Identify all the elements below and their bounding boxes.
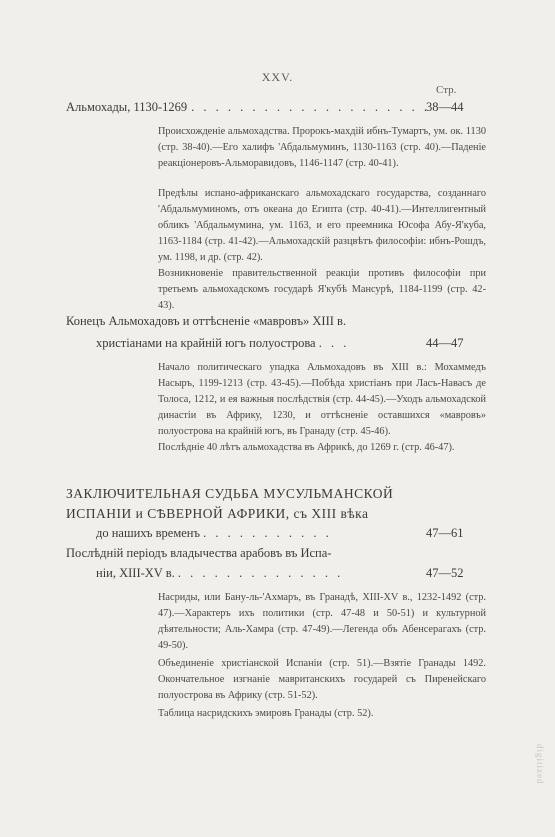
leader-dots: . . . . . . . . . . . . . . . . . . . .	[191, 100, 431, 114]
toc-entry-end-almohads-line2	[96, 336, 349, 351]
toc-summary-paragraph: Происхожденіе альмохадства. Пророкъ-махдій ибнъ-Тумартъ, ум. ок. 1130 (стр. 38-40).—Его халифъ 'Абдальмуминъ, 1130-1163 (стр. 40).—Паденіе реакціонеровъ-Альморавидовъ, 1146-1147 (стр. 40-41).	[158, 126, 486, 169]
section-heading-line3	[96, 526, 332, 541]
toc-entry-title-continued: ніи, XIII-XV в.	[96, 566, 175, 580]
section-heading-title-continued: до нашихъ временъ	[96, 526, 200, 540]
toc-entry-title-continued: христіанами на крайній югъ полуострова	[96, 336, 316, 350]
toc-summary-paragraph: Послѣдніе 40 лѣтъ альмохадства въ Африкѣ, до 1269 г. (стр. 46-47).	[158, 442, 455, 453]
toc-entry-pages: 38—44	[426, 100, 464, 114]
toc-entry-almohads	[66, 100, 486, 115]
toc-entry-title: Альмохады, 1130-1269	[66, 100, 188, 114]
digitization-stamp: digitized	[535, 744, 545, 785]
section-heading-line2: ИСПАНІИ и СѢВЕРНОЙ АФРИКИ, съ XIII вѣка	[66, 506, 369, 521]
toc-entry-pages: 44—47	[426, 336, 464, 350]
toc-summary-paragraph: Начало политическаго упадка Альмохадовъ въ XIII в.: Мохаммедъ Насыръ, 1199-1213 (стр. 43-45).—Побѣда христіанъ при Ласъ-Навасъ де Толоса, 1212, и ея важныя послѣдствія (стр. 44-45).—Уходъ альмохадской династіи въ Африку, 1230, и оттѣсненіе оставшихся «мавровъ» полуострова на крайній югъ, въ Гранаду (стр. 45-46).	[158, 362, 486, 437]
toc-entry-pages: 47—61	[426, 526, 464, 540]
leader-dots: . . . . . . . . . . .	[203, 526, 332, 540]
toc-summary-paragraph: Таблица насридскихъ эмировъ Гранады (стр. 52).	[158, 708, 374, 719]
page-number: XXV.	[261, 70, 294, 84]
section-heading-line1: ЗАКЛЮЧИТЕЛЬНАЯ СУДЬБА МУСУЛЬМАНСКОЙ	[66, 486, 394, 501]
toc-summary-paragraph: Предѣлы испано-африканскаго альмохадскаго государства, созданнаго 'Абдальмуминомъ, отъ океана до Египта (стр. 40-41).—Интеллигентный обликъ 'Абдальмумина, ум. 1163, и его преемника Юсофа Абу-Я'куба, 1163-1184 (стр. 41-42).—Альмохадскій разцвѣтъ философіи: ибнъ-Рошдъ, ум. 1198, и др. (стр. 42).	[158, 188, 486, 263]
pages-column-label: Стр.	[436, 84, 457, 96]
toc-summary-paragraph: Возникновеніе правительственной реакціи противъ философіи при третьемъ альмохадскомъ государѣ Я'кубѣ Мансурѣ, 1184-1199 (стр. 42-43).	[158, 268, 486, 311]
toc-entry-end-almohads-line1	[66, 314, 486, 329]
leader-dots: . . . . . . . . . . . . . .	[177, 566, 344, 580]
toc-entry-pages: 47—52	[426, 566, 464, 580]
toc-entry-last-period-line2	[96, 566, 343, 581]
toc-entry-title: Послѣдній періодъ владычества арабовъ въ Испа-	[66, 546, 332, 560]
toc-entry-title: Конецъ Альмохадовъ и оттѣсненіе «мавровъ» XIII в.	[66, 314, 347, 328]
toc-summary-paragraph: Насриды, или Бану-ль-'Ахмаръ, въ Гранадѣ, XIII-XV в., 1232-1492 (стр. 47).—Характеръ ихъ политики (стр. 47-48 и 50-51) и культурной дѣятельности; Аль-Хамра (стр. 47-49).—Легенда объ Абенсерагахъ (стр. 49-50).	[158, 592, 486, 651]
toc-summary-paragraph: Объединеніе христіанской Испаніи (стр. 51).—Взятіе Гранады 1492. Окончательное изгнаніе мавританскихъ государей съ Пиренейскаго полуострова въ Африку (стр. 51-52).	[158, 658, 486, 701]
toc-entry-last-period-line1	[66, 546, 486, 561]
leader-dots: . . .	[318, 336, 350, 350]
